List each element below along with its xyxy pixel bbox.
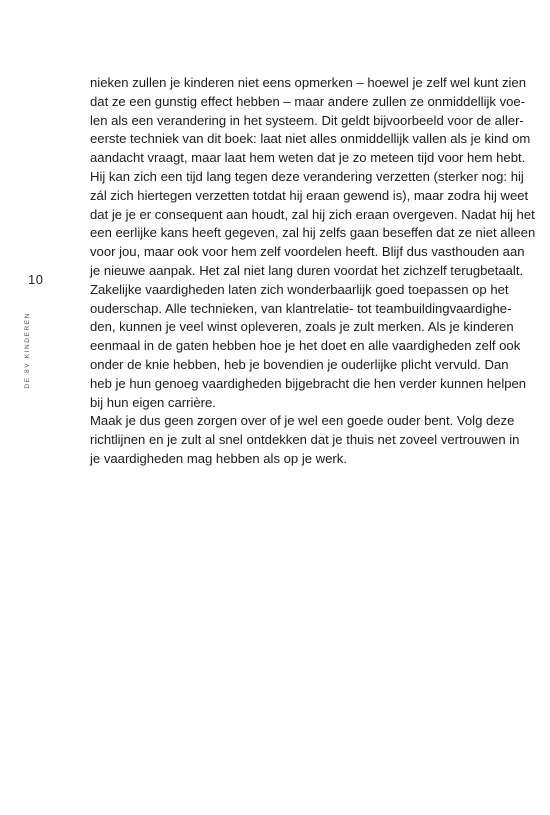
text-line: richtlijnen en je zult al snel ontdekken dat je thuis net zoveel vertrouwen in xyxy=(90,432,520,448)
text-line: dat ze een gunstig effect hebben – maar andere zullen ze onmiddellijk voe- xyxy=(90,93,526,109)
text-line: zál zich hiertegen verzetten totdat hij eraan gewend is), maar zodra hij weet xyxy=(90,187,529,203)
text-line: eenmaal in de gaten hebben hoe je het doet en alle vaardigheden zelf ook xyxy=(90,338,521,354)
text-line: aandacht vraagt, maar laat hem weten dat je zo meteen tijd voor hem hebt. xyxy=(90,150,526,166)
text-line: len als een verandering in het systeem. Dit geldt bijvoorbeeld voor de aller- xyxy=(90,112,524,128)
text-line: den, kunnen je veel winst opleveren, zoals je zult merken. Als je kinderen xyxy=(90,319,514,335)
text-line: voor jou, maar ook voor hem zelf voordelen heeft. Blijf dus vasthouden aan xyxy=(90,244,525,260)
body-text xyxy=(90,74,536,469)
text-line: nieken zullen je kinderen niet eens opmerken – hoewel je zelf wel kunt zien xyxy=(90,75,526,90)
text-line: een eerlijke kans heeft gegeven, zal hij zelfs gaan beseffen dat ze niet alleen xyxy=(90,225,536,241)
text-line: ouderschap. Alle technieken, van klantrelatie- tot teambuildingvaardighe- xyxy=(90,300,512,316)
text-line: Maak je dus geen zorgen over of je wel een goede ouder bent. Volg deze xyxy=(90,413,515,429)
running-head: DE 8V KINDEREN xyxy=(24,312,31,389)
text-line: je vaardigheden mag hebben als op je werk. xyxy=(90,450,347,466)
text-line: onder de knie hebben, heb je bovendien je ouderlijke plicht vervuld. Dan xyxy=(90,356,509,372)
page-number: 10 xyxy=(28,272,44,287)
text-line: dat je je er consequent aan houdt, zal hij zich eraan overgeven. Nadat hij het xyxy=(90,206,535,222)
text-line: heb je hun genoeg vaardigheden bijgebracht die hen verder kunnen helpen xyxy=(90,375,527,391)
text-line: eerste techniek van dit boek: laat niet alles onmiddellijk vallen als je kind om xyxy=(90,131,531,147)
text-line: bij hun eigen carrière. xyxy=(90,394,216,410)
text-line: Hij kan zich een tijd lang tegen deze verandering verzetten (sterker nog: hij xyxy=(90,168,524,184)
text-line: Zakelijke vaardigheden laten zich wonderbaarlijk goed toepassen op het xyxy=(90,281,509,297)
text-line: je nieuwe aanpak. Het zal niet lang duren voordat het zichzelf terugbetaalt. xyxy=(90,262,524,278)
